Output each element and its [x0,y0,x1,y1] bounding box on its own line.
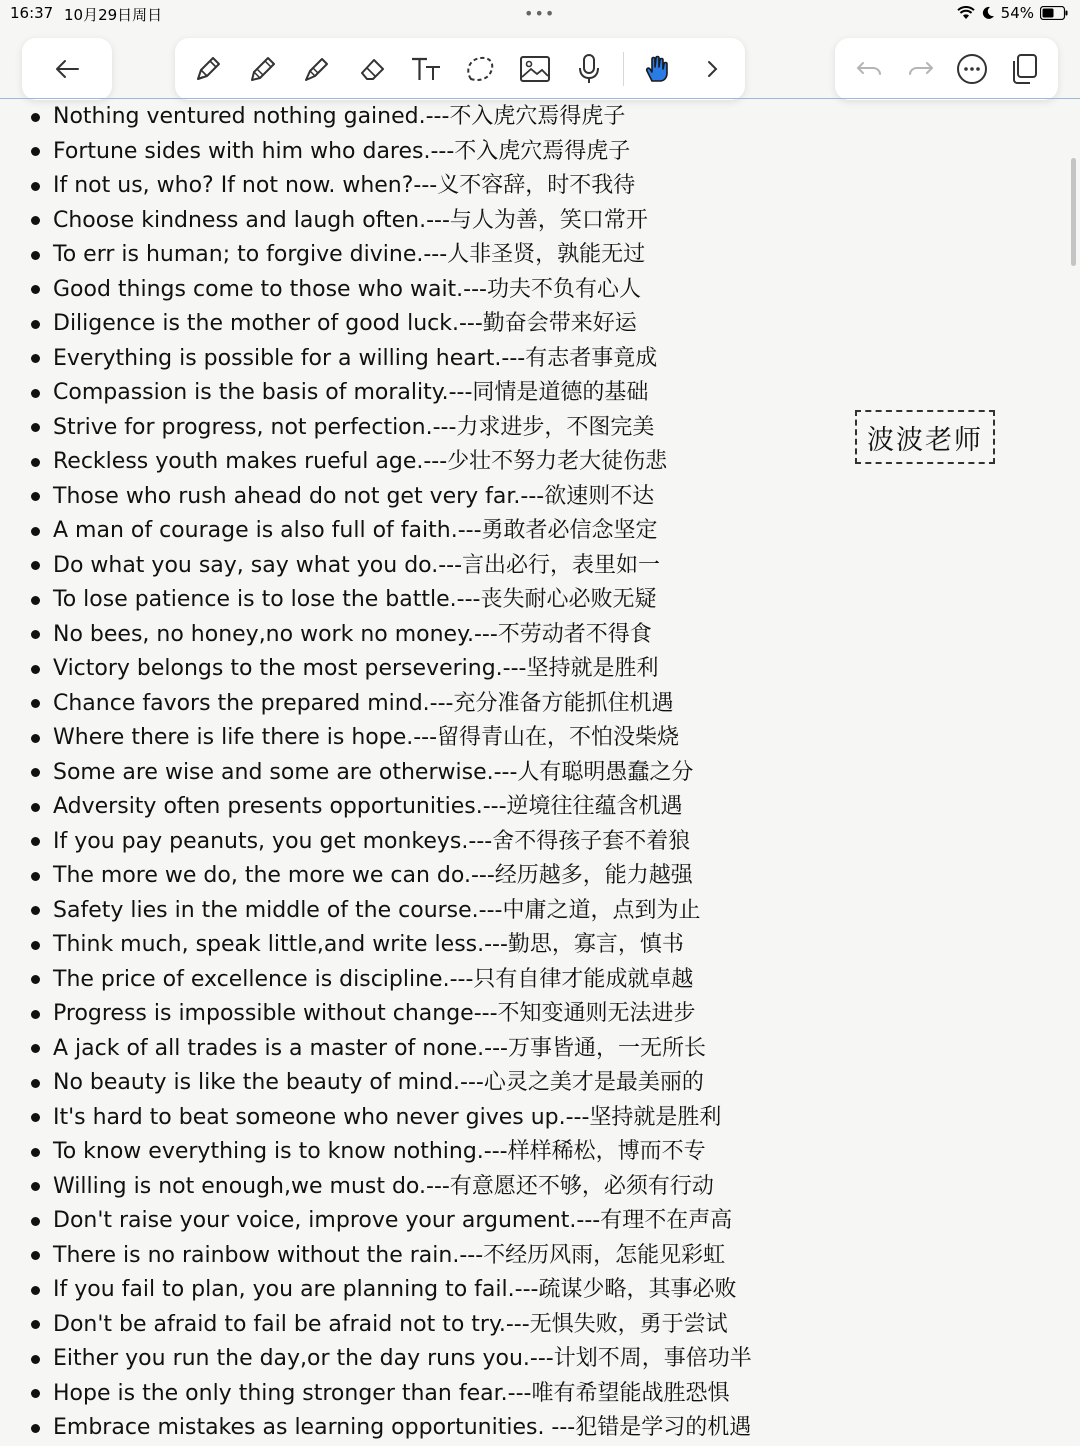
note-bullet-list[interactable] [28,100,808,1446]
list-item[interactable] [28,928,808,963]
bullet-icon [31,320,40,329]
list-item-text: Nothing ventured nothing gained.---不入虎穴焉得虎子 [53,104,626,129]
eraser-icon[interactable] [351,48,393,90]
battery-icon [1040,6,1068,20]
list-item-text: No bees, no honey,no work no money.---不劳动者不得食 [53,621,652,647]
list-item[interactable] [28,1342,808,1377]
bullet-icon [31,458,40,467]
list-item[interactable] [28,169,808,204]
list-item[interactable] [28,756,808,791]
list-item-text: The price of excellence is discipline.---只有自律才能成就卓越 [53,966,694,992]
list-item-text: Progress is impossible without change---不知变通则无法进步 [53,1001,696,1026]
bullet-icon [31,285,40,294]
bullet-icon [31,216,40,225]
list-item-text: Hope is the only thing stronger than fear.---唯有希望能战胜恐惧 [53,1380,730,1406]
bullet-icon [31,803,40,812]
scrollbar[interactable] [1071,158,1076,266]
list-item-text: A man of courage is also full of faith.---勇敢者必信念坚定 [53,518,658,543]
bullet-icon [31,251,40,260]
highlighter-icon[interactable] [296,48,338,90]
list-item[interactable] [28,307,808,342]
list-item-text: Victory belongs to the most persevering.---坚持就是胜利 [53,656,659,681]
list-item[interactable] [28,480,808,515]
list-item-text: Don't be afraid to fail be afraid not to try.---无惧失败，勇于尝试 [53,1311,728,1337]
list-item-text: It's hard to beat someone who never gives up.---坚持就是胜利 [53,1104,722,1130]
list-item[interactable] [28,1308,808,1343]
list-item[interactable] [28,411,808,446]
signature-stamp[interactable]: 波波老师 [855,410,995,464]
bullet-icon [31,699,40,708]
bullet-icon [31,182,40,191]
list-item[interactable] [28,342,808,377]
list-item-text: Safety lies in the middle of the course.---中庸之道，点到为止 [53,897,701,923]
bullet-icon [31,768,40,777]
list-item[interactable] [28,583,808,618]
list-item-text: Either you run the day,or the day runs you.---计划不周，事倍功半 [53,1346,752,1371]
list-item[interactable] [28,1170,808,1205]
bullet-icon [31,1251,40,1260]
list-item[interactable] [28,445,808,480]
list-item-text: Where there is life there is hope.---留得青山在，不怕没柴烧 [53,725,680,750]
chevron-right-icon[interactable] [691,48,733,90]
edit-toolbar [835,38,1058,100]
list-item-text: Do what you say, say what you do.---言出必行，表里如一 [53,552,661,578]
header-divider [0,98,1080,99]
bullet-icon [31,734,40,743]
list-item-text: Chance favors the prepared mind.---充分准备方能抓住机遇 [53,690,674,716]
moon-icon [981,6,995,20]
bullet-icon [31,837,40,846]
list-item-text: Adversity often presents opportunities.---逆境往往蕴含机遇 [53,794,683,819]
redo-icon[interactable] [900,48,942,90]
list-item-text: Fortune sides with him who dares.---不入虎穴焉得虎子 [53,138,631,164]
status-indicators [957,4,1068,22]
list-item[interactable] [28,687,808,722]
list-item-text: If you fail to plan, you are planning to fail.---疏谋少略，其事必败 [53,1277,737,1302]
wifi-icon [957,6,975,20]
lasso-icon[interactable] [459,48,501,90]
bullet-icon [31,1044,40,1053]
list-item[interactable] [28,376,808,411]
list-item-text: Good things come to those who wait.---功夫不负有心人 [53,276,641,302]
list-item-text: Reckless youth makes rueful age.---少壮不努力老大徒伤悲 [53,449,668,474]
bullet-icon [31,941,40,950]
microphone-icon[interactable] [568,48,610,90]
bullet-icon [31,1286,40,1295]
back-arrow-icon[interactable] [46,48,88,90]
list-item-text: No beauty is like the beauty of mind.---心灵之美才是最美丽的 [53,1070,704,1095]
bullet-icon [31,596,40,605]
list-item[interactable] [28,1204,808,1239]
bullet-icon [31,561,40,570]
list-item-text: Choose kindness and laugh often.---与人为善，笑口常开 [53,207,648,233]
undo-icon[interactable] [848,48,890,90]
list-item[interactable] [28,135,808,170]
bullet-icon [31,492,40,501]
list-item[interactable] [28,997,808,1032]
bullet-icon [31,1079,40,1088]
bullet-icon [31,1355,40,1364]
list-item-text: Don't raise your voice, improve your argument.---有理不在声高 [53,1208,733,1233]
list-item[interactable] [28,100,808,135]
bullet-icon [31,872,40,881]
more-icon[interactable] [951,48,993,90]
bullet-icon [31,665,40,674]
list-item-text: To know everything is to know nothing.---样样稀松，博而不专 [53,1139,706,1164]
image-icon[interactable] [514,48,556,90]
list-item-text: Strive for progress, not perfection.---力求进步，不图完美 [53,414,655,440]
status-bar [0,0,1080,28]
bullet-icon [31,1113,40,1122]
list-item-text: Those who rush ahead do not get very far.---欲速则不达 [53,483,655,509]
list-item[interactable] [28,1239,808,1274]
bullet-icon [31,1010,40,1019]
list-item[interactable] [28,549,808,584]
list-item[interactable] [28,1032,808,1067]
bullet-icon [31,906,40,915]
bullet-icon [31,1389,40,1398]
list-item[interactable] [28,859,808,894]
list-item[interactable] [28,1135,808,1170]
status-time: 16:37 [10,4,54,22]
bullet-icon [31,389,40,398]
list-item[interactable] [28,825,808,860]
list-item[interactable] [28,1101,808,1136]
drawing-toolbar [175,38,745,100]
list-item-text: A jack of all trades is a master of none.---万事皆通，一无所长 [53,1035,706,1061]
list-item-text: Some are wise and some are otherwise.---人有聪明愚蠢之分 [53,759,694,785]
list-item[interactable] [28,1377,808,1412]
list-item-text: Embrace mistakes as learning opportunities. ---犯错是学习的机遇 [53,1415,752,1440]
multitasking-dots[interactable]: ••• [524,4,556,23]
list-item[interactable] [28,1066,808,1101]
bullet-icon [31,527,40,536]
list-item-text: To lose patience is to lose the battle.---丧失耐心必败无疑 [53,587,657,612]
list-item[interactable] [28,238,808,273]
list-item[interactable] [28,721,808,756]
list-item[interactable] [28,963,808,998]
text-tool-icon[interactable] [405,48,447,90]
bullet-icon [31,354,40,363]
pencil-icon[interactable] [242,48,284,90]
bullet-icon [31,975,40,984]
list-item[interactable] [28,514,808,549]
hand-pointer-icon[interactable] [636,48,678,90]
bullet-icon [31,1320,40,1329]
list-item-text: Compassion is the basis of morality.---同情是道德的基础 [53,380,649,405]
bullet-icon [31,113,40,122]
list-item-text: Think much, speak little,and write less.---勤思，寡言，慎书 [53,932,684,957]
list-item[interactable] [28,894,808,929]
bullet-icon [31,423,40,432]
list-item[interactable] [28,618,808,653]
list-item[interactable] [28,204,808,239]
list-item-text: Everything is possible for a willing heart.---有志者事竟成 [53,345,658,371]
fountain-pen-icon[interactable] [187,48,229,90]
list-item[interactable] [28,652,808,687]
list-item-text: To err is human; to forgive divine.---人非圣贤，孰能无过 [53,242,646,267]
list-item-text: There is no rainbow without the rain.---不经历风雨，怎能见彩虹 [53,1242,726,1268]
bullet-icon [31,1148,40,1157]
list-item[interactable] [28,790,808,825]
list-item[interactable] [28,273,808,308]
list-item-text: If not us, who? If not now. when?---义不容辞，时不我待 [53,173,636,198]
battery-percent: 54% [1000,4,1034,22]
list-item[interactable] [28,1273,808,1308]
list-item-text: Willing is not enough,we must do.---有意愿还不够，必须有行动 [53,1173,714,1199]
bullet-icon [31,1424,40,1433]
list-item-text: Diligence is the mother of good luck.---勤奋会带来好运 [53,311,637,336]
toolbar-separator [623,52,624,86]
bullet-icon [31,1182,40,1191]
bullet-icon [31,630,40,639]
bullet-icon [31,147,40,156]
toolbar-back-group [22,38,112,100]
pages-icon[interactable] [1003,48,1045,90]
list-item[interactable] [28,1411,808,1446]
list-item-text: If you pay peanuts, you get monkeys.---舍不得孩子套不着狼 [53,828,691,854]
list-item-text: The more we do, the more we can do.---经历越多，能力越强 [53,863,693,888]
status-date: 10月29日周日 [64,6,163,24]
bullet-icon [31,1217,40,1226]
